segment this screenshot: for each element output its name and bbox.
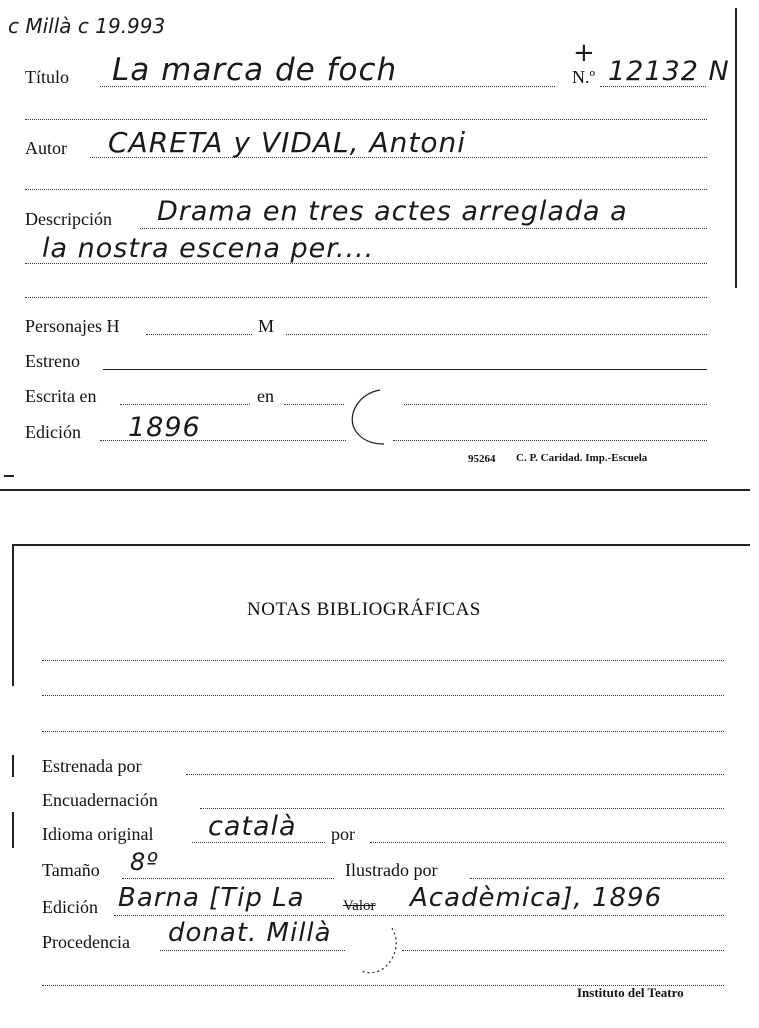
- personajes-h-line: [146, 334, 252, 335]
- idioma-por-line: [370, 842, 724, 843]
- descripcion-line-1: [140, 228, 707, 229]
- institution-name: Instituto del Teatro: [577, 985, 684, 1000]
- card-bottom-top-edge: [12, 544, 750, 546]
- en-label: en: [257, 386, 274, 406]
- titulo-continuation-line: [25, 119, 707, 120]
- personajes-m-line: [286, 334, 707, 335]
- procedencia-line-a: [160, 950, 345, 951]
- tamano-value: 8º: [130, 848, 159, 876]
- estreno-line: [103, 369, 707, 370]
- edicion2-value-a: Barna [Tip La: [118, 883, 305, 913]
- titulo-value: La marca de foch: [112, 52, 398, 88]
- edicion-value: 1896: [128, 412, 201, 443]
- autor-value: CARETA y VIDAL, Antoni: [108, 126, 466, 159]
- encuadernacion-line: [200, 808, 724, 809]
- printer-name: C. P. Caridad. Imp.-Escuela: [516, 452, 648, 464]
- procedencia-line-b: [402, 950, 724, 951]
- punch-hole-arc: [340, 386, 400, 448]
- card-bottom-left-edge: [12, 544, 14, 686]
- card-top-right-edge: [735, 8, 737, 288]
- numero-value: 12132 N: [608, 56, 730, 87]
- tamano-line: [122, 878, 334, 879]
- edicion-line-b: [393, 440, 707, 441]
- notas-heading: NOTAS BIBLIOGRÁFICAS: [247, 599, 481, 620]
- descripcion-line-3: [25, 297, 707, 298]
- idioma-line: [192, 842, 325, 843]
- descripcion-value-1: Drama en tres actes arreglada a: [157, 196, 628, 227]
- notas-line-1: [42, 660, 724, 661]
- autor-continuation-line: [25, 189, 707, 190]
- punch-hole-arc-2: [340, 922, 404, 978]
- encuadernacion-label: Encuadernación: [42, 790, 158, 810]
- edicion2-struck: Valor: [343, 898, 376, 914]
- ilustrado-line: [470, 878, 724, 879]
- estrenada-label: Estrenada por: [42, 756, 142, 776]
- estrenada-line: [186, 774, 724, 775]
- edicion2-line: [114, 915, 724, 916]
- idioma-por-label: por: [331, 824, 355, 844]
- edicion2-value-b: Acadèmica], 1896: [410, 883, 663, 913]
- estreno-label: Estreno: [25, 351, 80, 371]
- en-line-a: [284, 404, 344, 405]
- tamano-label: Tamaño: [42, 860, 100, 880]
- escrita-label: Escrita en: [25, 386, 97, 406]
- card-top-bottom-edge: [0, 489, 750, 491]
- notas-line-3: [42, 731, 724, 732]
- card-top-left-mark: [4, 475, 14, 477]
- en-line-b: [404, 404, 707, 405]
- idioma-value: català: [208, 811, 297, 842]
- numero-label: N.º: [572, 67, 596, 87]
- edicion2-label: Edición: [42, 897, 98, 917]
- personajes-m-label: M: [258, 316, 275, 336]
- escrita-line: [120, 404, 250, 405]
- edicion-label: Edición: [25, 422, 81, 442]
- procedencia-value: donat. Millà: [168, 918, 332, 948]
- descripcion-label: Descripción: [25, 209, 112, 229]
- autor-label: Autor: [25, 138, 67, 158]
- procedencia-label: Procedencia: [42, 932, 130, 952]
- printer-number: 95264: [468, 453, 496, 465]
- titulo-label: Título: [25, 67, 69, 87]
- notas-line-2: [42, 695, 724, 696]
- dagger-mark: +: [573, 38, 596, 68]
- card-bottom-left-mark-2: [12, 812, 14, 848]
- descripcion-value-2: la nostra escena per....: [42, 233, 375, 264]
- card-bottom-left-mark: [12, 755, 14, 777]
- idioma-label: Idioma original: [42, 824, 154, 844]
- annotation: c Millà c 19.993: [8, 14, 166, 38]
- ilustrado-label: Ilustrado por: [345, 860, 438, 880]
- personajes-label: Personajes H: [25, 316, 120, 336]
